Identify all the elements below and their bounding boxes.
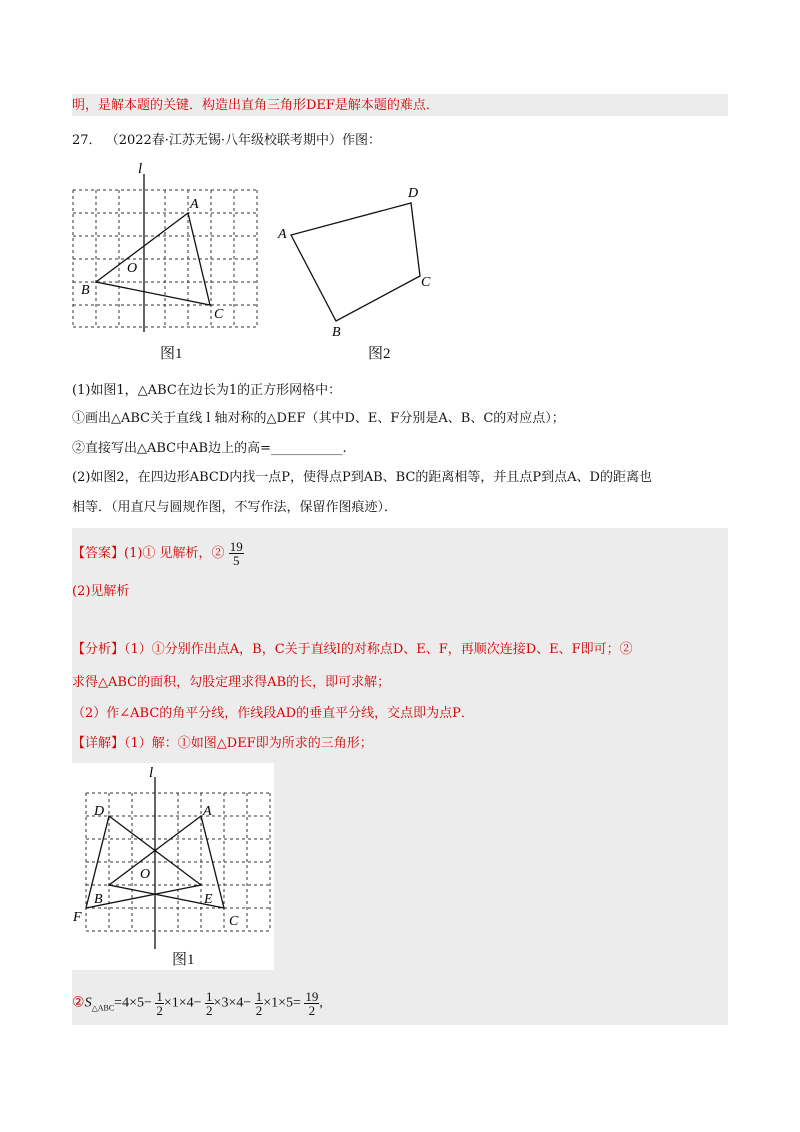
label-B2: B [332, 325, 341, 340]
area-end: , [319, 995, 323, 1011]
answer-part2: (2)见解析 [72, 584, 130, 599]
sol-label-E: E [204, 892, 213, 907]
frac-2: $\frac{1}{2}$ [206, 989, 213, 1018]
header-note: 明，是解本题的关键．构造出直角三角形DEF是解本题的难点． [72, 98, 439, 113]
label-B: B [81, 283, 90, 298]
label-O: O [127, 261, 138, 276]
analysis-line1: 【分析】（1）①分别作出点A，B，C关于直线l的对称点D、E、F，再顺次连接D、E、F即可；② [72, 642, 633, 657]
label-C: C [214, 307, 224, 322]
answer-frac-den: 5 [232, 553, 240, 568]
area-t2: ×3×4− [213, 995, 252, 1011]
part1-a: ①画出△ABC关于直线 l 轴对称的△DEF（其中D、E、F分别是A、B、C的对应点）； [72, 411, 565, 426]
sol-label-F: F [73, 910, 82, 925]
answer-blank: ___________. [270, 441, 347, 456]
label-l: l [138, 161, 143, 177]
sol-label-O: O [140, 867, 151, 882]
part1-intro: (1)如图1，△ABC在边长为1的正方形网格中： [72, 383, 342, 398]
question-source: （2022春·江苏无锡·八年级校联考期中）作图： [105, 133, 382, 148]
area-formula [72, 990, 323, 1018]
part2-line2: 相等．（用直尺与圆规作图，不写作法，保留作图痕迹）． [72, 500, 398, 515]
sol-label-C: C [229, 914, 239, 929]
part2-line1: (2)如图2，在四边形ABCD内找一点P，使得点P到AB、BC的距离相等，并且点P到点A、D的距离也 [72, 470, 652, 485]
part1-b [72, 440, 347, 458]
grid-lines [73, 190, 259, 327]
sol-label-D: D [94, 804, 105, 819]
part1-b-text: ②直接写出△ABC中AB边上的高= [72, 441, 271, 456]
question-heading [72, 132, 381, 150]
sol-label-l: l [149, 765, 154, 781]
label-D2: D [408, 186, 419, 201]
answer-label: 【答案】(1)① 见解析，② [72, 546, 225, 561]
figure-2 [275, 180, 445, 340]
answer-fraction [229, 540, 244, 567]
quadrilateral-abcd [291, 203, 420, 321]
label-C2: C [421, 275, 431, 290]
figure-1 [66, 160, 266, 335]
analysis-line3: （2）作∠ABC的角平分线，作线段AD的垂直平分线，交点即为点P． [72, 706, 474, 721]
fig2-caption: 图2 [368, 346, 391, 362]
solution-fig-caption: 图1 [172, 952, 195, 968]
area-S: S [84, 995, 92, 1011]
area-t3: ×1×5= [263, 995, 301, 1011]
frac-1: $\frac{1}{2}$ [156, 989, 163, 1018]
area-eq: =4×5− [114, 995, 152, 1011]
label-A2: A [278, 227, 287, 242]
sol-label-A: A [203, 804, 212, 819]
fig1-caption: 图1 [160, 346, 183, 362]
sol-label-B: B [94, 892, 103, 907]
frac-3: $\frac{1}{2}$ [255, 989, 263, 1018]
answer-frac-num: 19 [229, 539, 243, 554]
solution-figure [72, 763, 274, 970]
answer-line [72, 540, 244, 567]
detail-line1: 【详解】（1）解：①如图△DEF即为所求的三角形； [72, 736, 373, 751]
label-A: A [190, 197, 199, 212]
frac-result: $\frac{19}{2}$ [305, 989, 319, 1018]
question-number: 27． [72, 133, 102, 148]
solution-grid-lines [86, 793, 272, 931]
area-sub: △ABC [91, 1003, 115, 1013]
area-t1: ×1×4− [163, 995, 202, 1011]
area-prefix: ② [72, 995, 85, 1011]
analysis-line2: 求得△ABC的面积，勾股定理求得AB的长，即可求解； [72, 675, 391, 690]
